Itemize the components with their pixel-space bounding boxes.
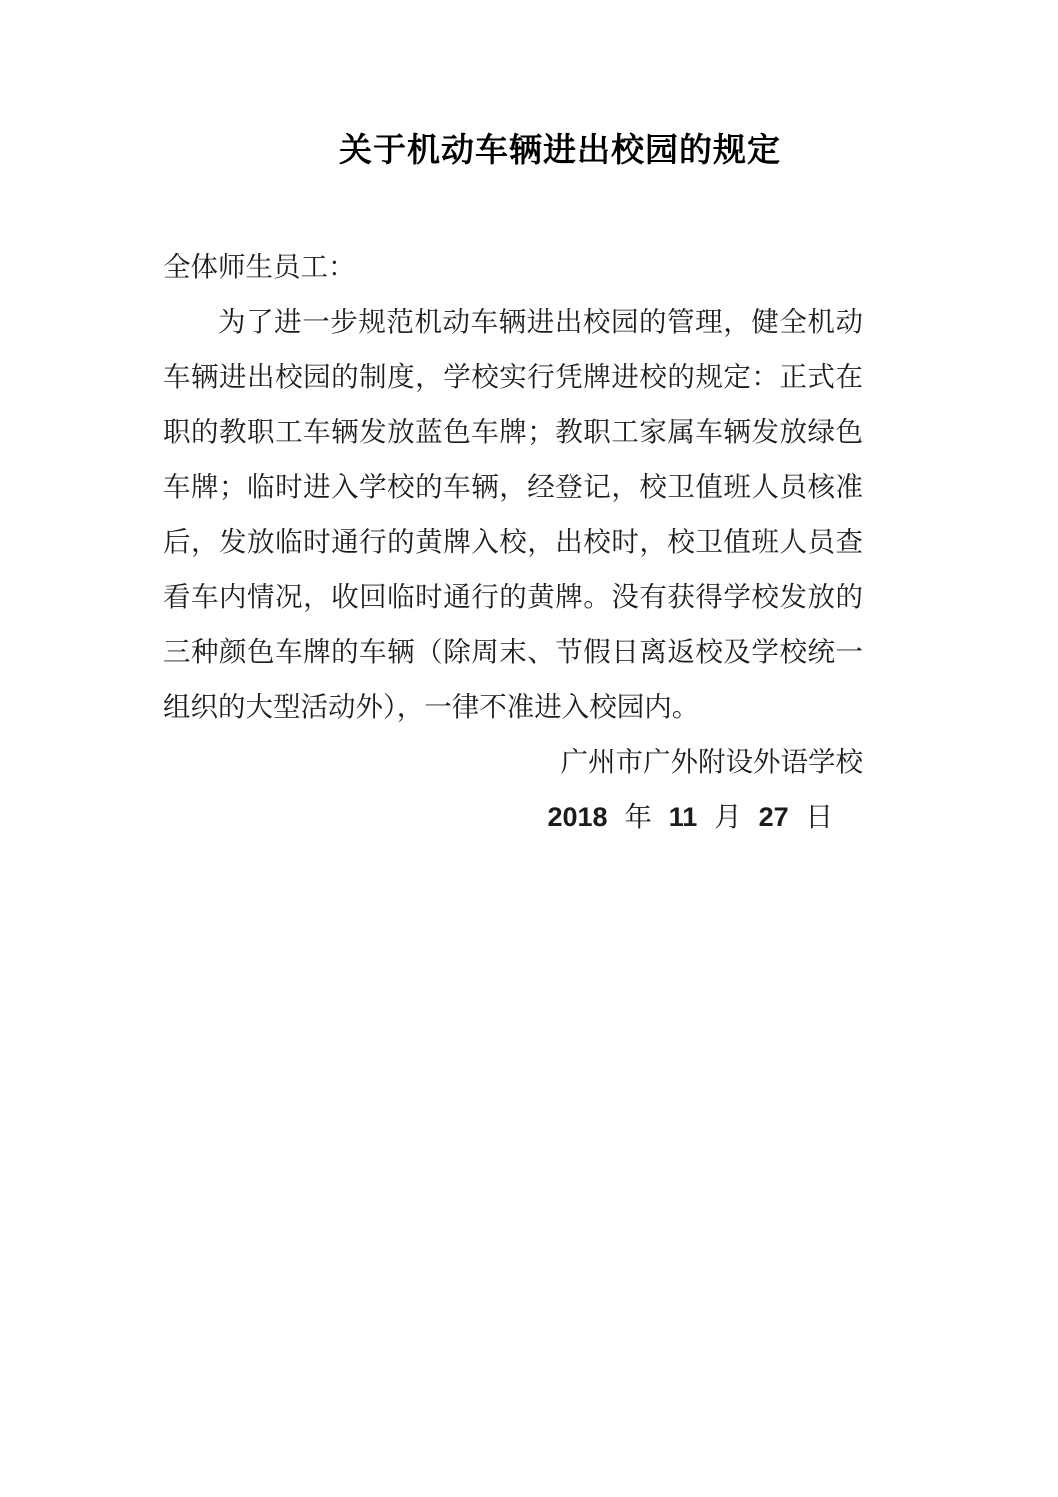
date-day-unit: 日 <box>805 801 833 832</box>
signature-line: 广州市广外附设外语学校 <box>560 746 863 777</box>
date-month: 11 <box>668 802 698 832</box>
date-year: 2018 <box>547 802 608 832</box>
date-year-unit: 年 <box>624 801 652 832</box>
date-line <box>163 789 863 845</box>
document-body <box>163 239 863 845</box>
date-day: 27 <box>758 802 789 832</box>
body-paragraph: 为了进一步规范机动车辆进出校园的管理，健全机动车辆进出校园的制度，学校实行凭牌进校的规定：正式在职的教职工车辆发放蓝色车牌；教职工家属车辆发放绿色车牌；临时进入学校的车辆，经登记，校卫值班人员核准后，发放临时通行的黄牌入校，出校时，校卫值班人员查看车内情况，收回临时通行的黄牌。没有获得学校发放的三种颜色车牌的车辆（除周末、节假日离返校及学校统一组织的大型活动外），一律不准进入校园内。 <box>163 306 863 722</box>
document-title: 关于机动车辆进出校园的规定 <box>339 131 781 168</box>
date-month-unit: 月 <box>714 801 742 832</box>
salutation-line: 全体师生员工： <box>163 251 356 282</box>
